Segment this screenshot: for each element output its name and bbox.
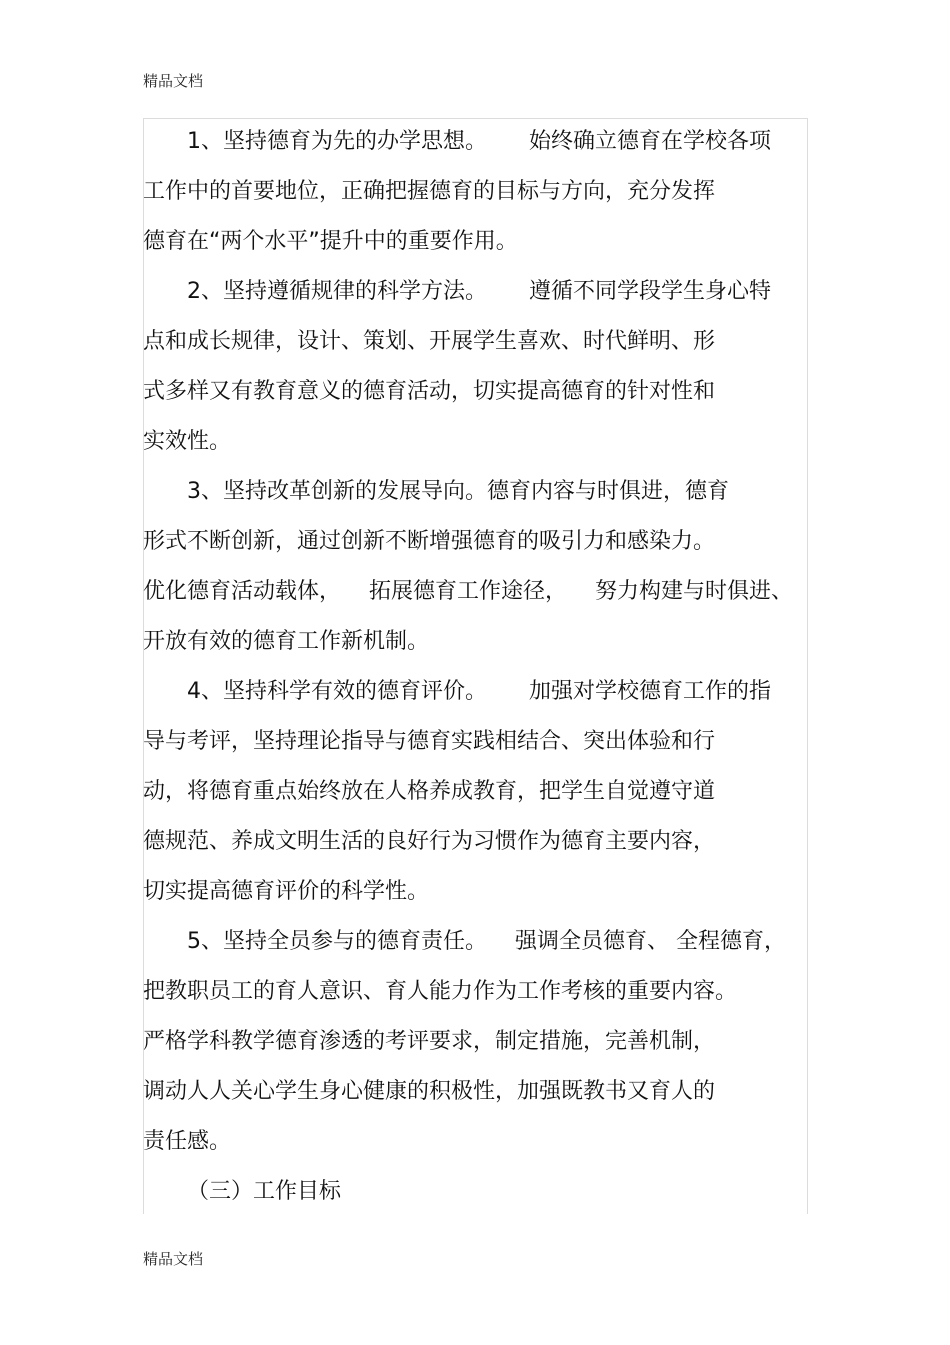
page-footer: 精品文档 — [143, 1250, 204, 1268]
paragraph-2-line-4: 实效性。 — [143, 429, 232, 454]
paragraph-3-line-1: 3、坚持改革创新的发展导向。德育内容与时俱进，德育 — [187, 479, 729, 504]
paragraph-2-line-3: 式多样又有教育意义的德育活动，切实提高德育的针对性和 — [143, 379, 716, 404]
paragraph-3-line-4: 开放有效的德育工作新机制。 — [143, 629, 430, 654]
paragraph-5-line-5: 责任感。 — [143, 1129, 232, 1154]
page-header: 精品文档 — [143, 72, 204, 90]
paragraph-1-line-3: 德育在“两个水平”提升中的重要作用。 — [143, 229, 518, 254]
section-heading: （三）工作目标 — [187, 1179, 342, 1204]
paragraph-1-line-2: 工作中的首要地位，正确把握德育的目标与方向，充分发挥 — [143, 179, 716, 204]
paragraph-4-line-5: 切实提高德育评价的科学性。 — [143, 879, 430, 904]
paragraph-3-line-2: 形式不断创新，通过创新不断增强德育的吸引力和感染力。 — [143, 529, 716, 554]
paragraph-2-line-2: 点和成长规律，设计、策划、开展学生喜欢、时代鲜明、形 — [143, 329, 716, 354]
paragraph-5-line-1: 5、坚持全员参与的德育责任。 强调全员德育、 全程德育， — [187, 929, 786, 954]
paragraph-4-line-2: 导与考评，坚持理论指导与德育实践相结合、突出体验和行 — [143, 729, 716, 754]
paragraph-4-line-3: 动，将德育重点始终放在人格养成教育，把学生自觉遵守道 — [143, 779, 716, 804]
paragraph-5-line-2: 把教职员工的育人意识、育人能力作为工作考核的重要内容。 — [143, 979, 738, 1004]
paragraph-1-line-1: 1、坚持德育为先的办学思想。 始终确立德育在学校各项 — [187, 129, 771, 154]
paragraph-3-line-3: 优化德育活动载体， 拓展德育工作途径， 努力构建与时俱进、 — [143, 579, 793, 604]
paragraph-2-line-1: 2、坚持遵循规律的科学方法。 遵循不同学段学生身心特 — [187, 279, 771, 304]
paragraph-4-line-4: 德规范、养成文明生活的良好行为习惯作为德育主要内容， — [143, 829, 716, 854]
paragraph-5-line-4: 调动人人关心学生身心健康的积极性，加强既教书又育人的 — [143, 1079, 716, 1104]
paragraph-5-line-3: 严格学科教学德育渗透的考评要求，制定措施，完善机制， — [143, 1029, 716, 1054]
paragraph-4-line-1: 4、坚持科学有效的德育评价。 加强对学校德育工作的指 — [187, 679, 771, 704]
